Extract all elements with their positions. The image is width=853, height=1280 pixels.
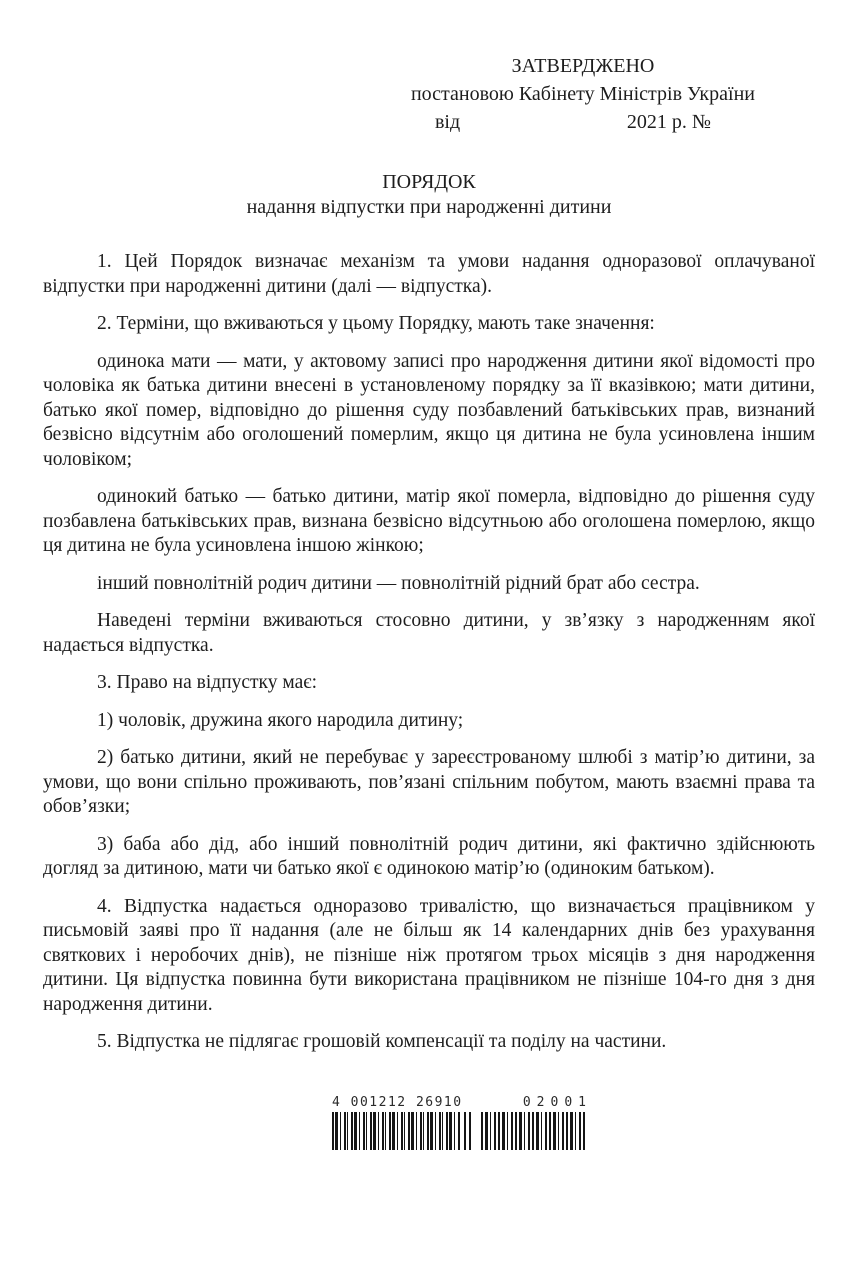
barcode-bars: [332, 1112, 594, 1150]
barcode-digits: [332, 1095, 594, 1110]
approval-block: [411, 52, 755, 136]
paragraph: одинока мати — мати, у актовому записі про народження дитини якої відомості про чоловіка як батька дитини внесені в установленому порядку за її вказівкою; мати дитини, батько якої помер, відповідно до рішення суду позбавлений батьківських прав, визнаний безвісно відсутнім або оголошений померлим, якщо ця дитина не була усиновлена іншим чоловіком;: [43, 350, 815, 470]
paragraph: 5. Відпустка не підлягає грошовій компенсації та поділу на частини.: [97, 1031, 667, 1052]
approval-line-approved: ЗАТВЕРДЖЕНО: [511, 55, 655, 77]
barcode-digits-left: 4 001212 26910: [332, 1094, 463, 1110]
approval-date-year-number: 2021 р. №: [626, 111, 711, 133]
paragraph: 1) чоловік, дружина якого народила дитину;: [97, 709, 464, 731]
approval-line-date: [411, 108, 755, 136]
document-body: [43, 250, 815, 1055]
barcode: [332, 1095, 594, 1150]
paragraph: 2) батько дитини, який не перебуває у зареєстрованому шлюбі з матір’ю дитини, за умови, що вони спільно проживають, пов’язані спільним побутом, мають взаємні права та обов’язки;: [43, 747, 815, 817]
approval-date-from-label: від: [434, 111, 461, 133]
paragraph: 3. Право на відпустку має:: [97, 672, 318, 693]
barcode-bars-left-group: [332, 1112, 460, 1150]
approval-line-resolution: постановою Кабінету Міністрів України: [410, 83, 755, 105]
paragraph: 2. Терміни, що вживаються у цьому Порядку, мають таке значення:: [97, 313, 655, 334]
document-subtitle: надання відпустки при народженні дитини: [246, 196, 612, 218]
barcode-digits-right: 02001: [522, 1094, 592, 1110]
paragraph: одинокий батько — батько дитини, матір якої померла, відповідно до рішення суду позбавлена батьківських прав, визнана безвісно відсутньою або оголошена померлою, якщо ця дитина не була усиновлена іншою жінкою;: [43, 486, 815, 556]
document-title: ПОРЯДОК: [382, 171, 476, 193]
paragraph: Наведені терміни вживаються стосовно дитини, у зв’язку з народженням якої надається відпустка.: [43, 610, 815, 656]
paragraph: інший повнолітній родич дитини — повнолітній рідний брат або сестра.: [97, 572, 700, 594]
paragraph: 1. Цей Порядок визначає механізм та умови надання одноразової оплачуваної відпустки при народженні дитини (далі — відпустка).: [43, 251, 815, 297]
barcode-bars-right-group: [481, 1112, 585, 1150]
paragraph: 3) баба або дід, або інший повнолітній родич дитини, які фактично здійснюють догляд за дитиною, мати чи батько якої є одинокою матір’ю (одиноким батьком).: [43, 833, 815, 879]
barcode-center-guard: [464, 1112, 476, 1150]
paragraph: 4. Відпустка надається одноразово тривалістю, що визначається працівником у письмовій заяві про її надання (але не більш як 14 календарних днів без урахування святкових і неробочих днів), не пізніше ніж протягом трьох місяців з дня народження дитини. Ця відпустка повинна бути використана працівником не пізніше 104-го дня з дня народження дитини.: [43, 895, 815, 1015]
